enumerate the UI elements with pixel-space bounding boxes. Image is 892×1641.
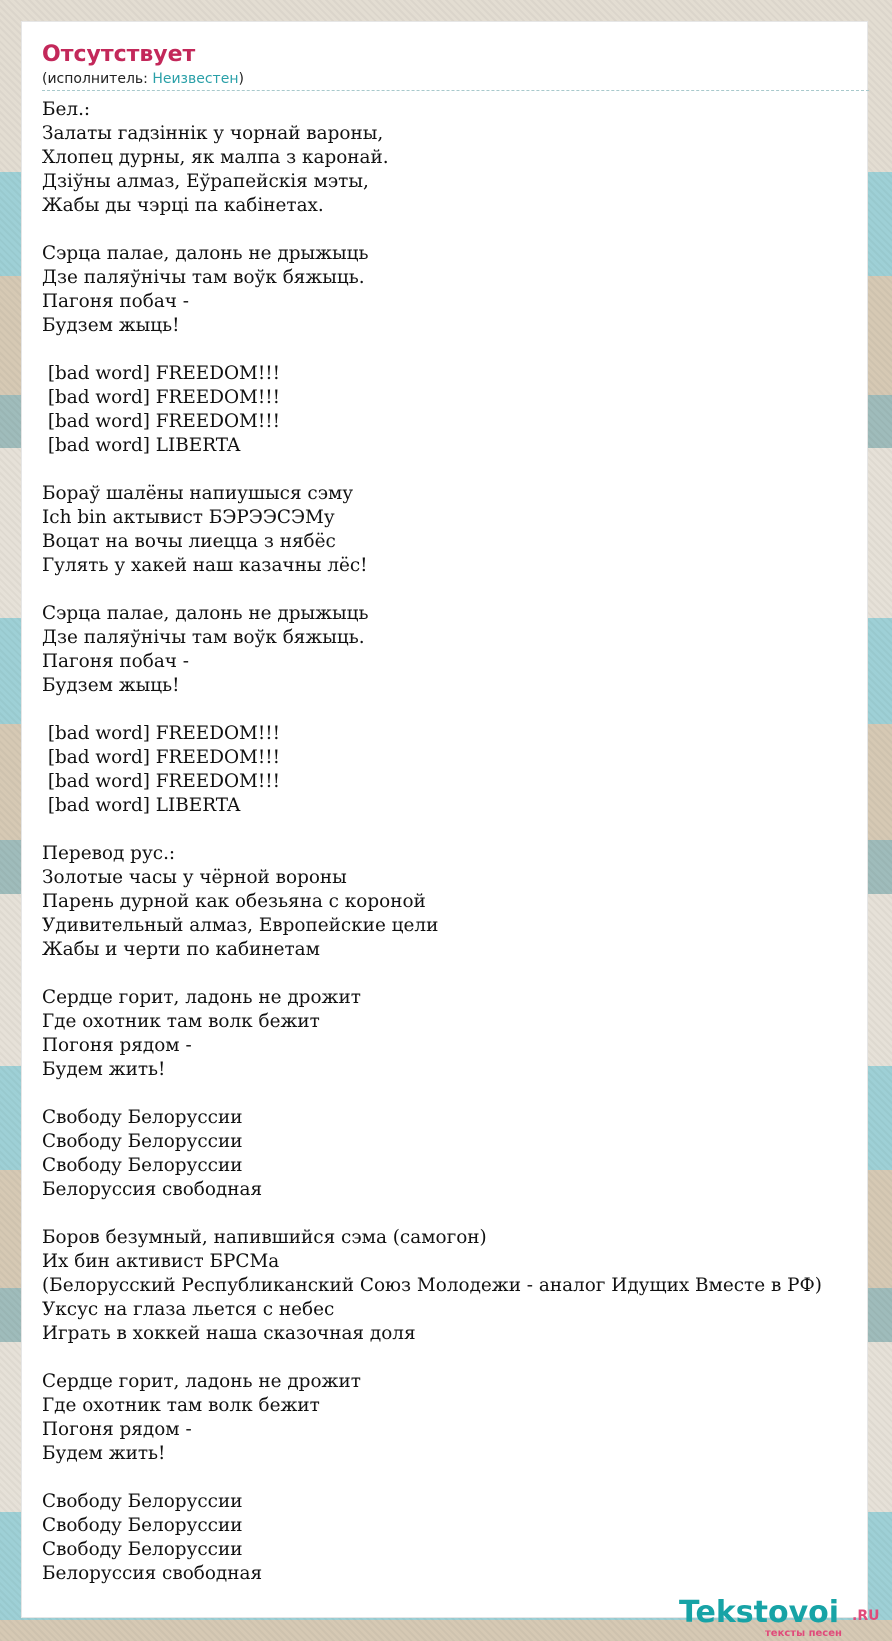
- lyric-line: Парень дурной как обезьяна с короной: [42, 891, 426, 912]
- lyric-line: Сердце горит, ладонь не дрожит: [42, 1371, 361, 1392]
- lyric-line: Боров безумный, напившийся сэма (самогон): [42, 1227, 487, 1248]
- lyric-line: Пагоня побач -: [42, 291, 189, 312]
- song-title: Отсутствует: [42, 42, 196, 67]
- lyric-line: Бораў шалёны напиушыся сэму: [42, 483, 354, 504]
- lyric-line: Свободу Белоруссии: [42, 1107, 243, 1128]
- lyric-line: Бел.:: [42, 99, 91, 120]
- lyric-line: Ich bin актывист БЭРЭЭСЭМу: [42, 507, 335, 528]
- lyric-line: Гулять у хакей наш казачны лёс!: [42, 555, 368, 576]
- lyric-line: Свободу Белоруссии: [42, 1131, 243, 1152]
- lyric-line: Золотые часы у чёрной вороны: [42, 867, 347, 888]
- lyric-blank-line: [42, 962, 892, 986]
- logo-tagline: тексты песен: [765, 1628, 842, 1639]
- lyric-line: Уксус на глаза льется с небес: [42, 1299, 335, 1320]
- lyric-blank-line: [42, 1466, 892, 1490]
- lyric-blank-line: [42, 698, 892, 722]
- logo-domain: .RU: [852, 1608, 880, 1624]
- lyric-line: Сердце горит, ладонь не дрожит: [42, 987, 361, 1008]
- header-divider: [42, 90, 869, 91]
- lyric-line: Свободу Белоруссии: [42, 1515, 243, 1536]
- lyric-line: [bad word] LIBERTA: [42, 795, 241, 816]
- lyric-line: Сэрца палае, далонь не дрыжыць: [42, 243, 369, 264]
- lyrics-card: [21, 21, 880, 1639]
- lyric-line: Где охотник там волк бежит: [42, 1395, 320, 1416]
- lyric-line: Будзем жыць!: [42, 315, 180, 336]
- lyric-line: Сэрца палае, далонь не дрыжыць: [42, 603, 369, 624]
- lyric-line: Жабы ды чэрці па кабінетах.: [42, 195, 324, 216]
- lyric-line: [bad word] FREEDOM!!!: [42, 387, 281, 408]
- lyric-blank-line: [42, 1346, 892, 1370]
- lyric-line: Удивительный алмаз, Европейские цели: [42, 915, 439, 936]
- lyric-line: Перевод рус.:: [42, 843, 176, 864]
- lyric-line: Свободу Белоруссии: [42, 1491, 243, 1512]
- lyric-line: Дзе паляўнічы там воўк бяжыць.: [42, 627, 365, 648]
- lyric-line: Свободу Белоруссии: [42, 1155, 243, 1176]
- lyric-line: Будзем жыць!: [42, 675, 180, 696]
- lyric-line: [bad word] FREEDOM!!!: [42, 363, 281, 384]
- lyric-line: Залаты гадзіннік у чорнай вароны,: [42, 123, 384, 144]
- lyric-line: (Белорусский Республиканский Союз Молодежи - аналог Идущих Вместе в РФ): [42, 1275, 822, 1296]
- lyric-blank-line: [42, 218, 892, 242]
- lyric-line: Погоня рядом -: [42, 1419, 192, 1440]
- lyric-line: Будем жить!: [42, 1443, 166, 1464]
- logo-wordmark: Tekstovoi: [679, 1595, 840, 1630]
- artist-suffix: ): [238, 71, 244, 87]
- lyric-line: [bad word] FREEDOM!!!: [42, 411, 281, 432]
- lyric-line: Их бин активист БРСМа: [42, 1251, 280, 1272]
- artist-line: [42, 70, 869, 88]
- lyric-blank-line: [42, 578, 892, 602]
- lyric-line: Дзіўны алмаз, Еўрапейскія мэты,: [42, 171, 369, 192]
- lyric-line: Белоруссия свободная: [42, 1179, 263, 1200]
- lyric-blank-line: [42, 458, 892, 482]
- lyric-line: [bad word] FREEDOM!!!: [42, 723, 281, 744]
- lyric-line: Где охотник там волк бежит: [42, 1011, 320, 1032]
- lyric-line: Будем жить!: [42, 1059, 166, 1080]
- song-header: [42, 42, 869, 88]
- lyric-line: Погоня рядом -: [42, 1035, 192, 1056]
- lyric-blank-line: [42, 818, 892, 842]
- lyric-line: [bad word] LIBERTA: [42, 435, 241, 456]
- lyric-blank-line: [42, 338, 892, 362]
- lyric-line: Воцат на вочы лиецца з нябёс: [42, 531, 336, 552]
- lyric-blank-line: [42, 1082, 892, 1106]
- lyric-line: Свободу Белоруссии: [42, 1539, 243, 1560]
- lyric-line: Пагоня побач -: [42, 651, 189, 672]
- lyric-line: Белоруссия свободная: [42, 1563, 263, 1584]
- site-logo[interactable]: [679, 1596, 879, 1640]
- lyric-line: Жабы и черти по кабинетам: [42, 939, 320, 960]
- lyric-line: Играть в хоккей наша сказочная доля: [42, 1323, 416, 1344]
- lyric-blank-line: [42, 1202, 892, 1226]
- lyrics-text: [42, 98, 892, 1586]
- lyric-line: Дзе паляўнічы там воўк бяжыць.: [42, 267, 365, 288]
- lyric-line: [bad word] FREEDOM!!!: [42, 771, 281, 792]
- lyric-line: [bad word] FREEDOM!!!: [42, 747, 281, 768]
- artist-prefix: (исполнитель:: [42, 71, 153, 87]
- artist-link[interactable]: Неизвестен: [152, 71, 239, 87]
- lyric-line: Хлопец дурны, як малпа з каронай.: [42, 147, 389, 168]
